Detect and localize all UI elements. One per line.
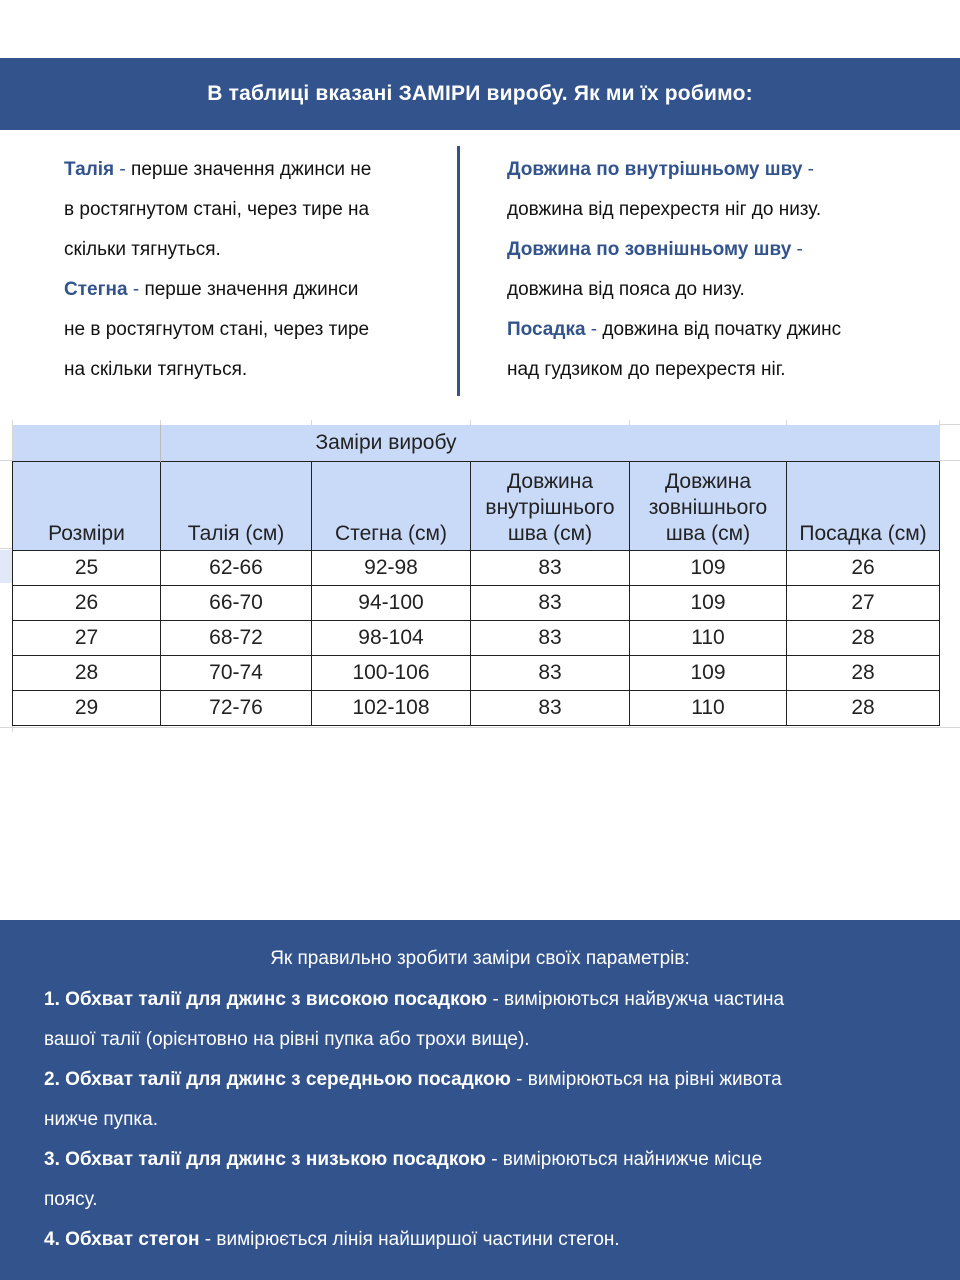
- cell-outseam: 110: [630, 690, 787, 725]
- definition-line: довжина від пояса до низу.: [507, 279, 745, 300]
- cell-inseam: 83: [471, 620, 630, 655]
- step-text: - вимірюються на рівні живота: [510, 1069, 782, 1090]
- header-inseam: [471, 461, 630, 550]
- right-definitions: [507, 150, 927, 390]
- header-waist: [161, 461, 312, 550]
- term-outseam: Довжина по зовнішньому шву: [507, 239, 792, 260]
- banner-title: В таблиці вказані ЗАМІРИ виробу. Як ми їх робимо:: [207, 82, 753, 105]
- size-table: [12, 425, 940, 726]
- term-dash: -: [119, 159, 126, 180]
- header-text: Посадка (см): [799, 521, 927, 545]
- definition-line: на скільки тягнуться.: [64, 359, 248, 380]
- instruction-step: [44, 980, 934, 1060]
- header-text: зовнішнього: [648, 495, 768, 519]
- column-divider: [457, 146, 460, 396]
- header-hips: [312, 461, 471, 550]
- instruction-step: [44, 1060, 934, 1140]
- cell-size: 26: [13, 585, 161, 620]
- cell-outseam: 109: [630, 585, 787, 620]
- header-text: Талія (см): [187, 521, 285, 545]
- term-dash: -: [132, 279, 140, 300]
- top-banner: [0, 58, 960, 130]
- grid-line: [0, 727, 960, 728]
- cell-inseam: 83: [471, 655, 630, 690]
- step-text: поясу.: [44, 1189, 98, 1210]
- instructions-heading: Як правильно зробити заміри своїх параметрів:: [270, 948, 690, 969]
- cell-waist: 68-72: [161, 620, 312, 655]
- cell-rise: 27: [787, 585, 940, 620]
- cell-size: 27: [13, 620, 161, 655]
- step-title: 1. Обхват талії для джинс з високою посадкою: [44, 989, 488, 1010]
- instructions-panel: [0, 920, 960, 1280]
- step-text: - вимірюються найвужча частина: [487, 989, 785, 1010]
- table-title-row: [13, 425, 940, 461]
- grid-line: [0, 460, 12, 461]
- table-row: [13, 620, 940, 655]
- table-header-row: [13, 461, 940, 550]
- grid-line: [940, 460, 960, 461]
- cell-waist: 72-76: [161, 690, 312, 725]
- term-dash: -: [807, 159, 814, 180]
- cell-waist: 62-66: [161, 550, 312, 585]
- table-title-spacer: [161, 425, 312, 461]
- table-title: [312, 425, 787, 461]
- left-definitions: [64, 150, 444, 390]
- table-title-spacer: [787, 425, 940, 461]
- definition-line: довжина від перехрестя ніг до низу.: [507, 199, 822, 220]
- definition-line: не в ростягнутом стані, через тире: [64, 319, 370, 340]
- cell-inseam: 83: [471, 585, 630, 620]
- cell-outseam: 110: [630, 620, 787, 655]
- table-row: [13, 550, 940, 585]
- cell-inseam: 83: [471, 690, 630, 725]
- definition-line: перше значення джинси не: [125, 159, 372, 180]
- definition-line: в ростягнутом стані, через тире на: [64, 199, 370, 220]
- header-text: Стегна (см): [335, 521, 447, 545]
- table-row: [13, 690, 940, 725]
- header-text: шва (см): [507, 521, 593, 545]
- cell-rise: 26: [787, 550, 940, 585]
- grid-line: [0, 548, 12, 549]
- step-text: - вимірюються найнижче місце: [485, 1149, 763, 1170]
- header-rise: [787, 461, 940, 550]
- term-waist: Талія: [64, 159, 115, 180]
- definition-line: довжина від початку джинс: [597, 319, 842, 340]
- definition-inseam: [507, 150, 927, 230]
- cell-hips: 92-98: [312, 550, 471, 585]
- term-inseam: Довжина по внутрішньому шву: [507, 159, 803, 180]
- cell-outseam: 109: [630, 655, 787, 690]
- row-selection-marker: [0, 550, 12, 583]
- table-row: [13, 655, 940, 690]
- step-text: нижче пупка.: [44, 1109, 158, 1130]
- term-dash: -: [796, 239, 803, 260]
- step-title: 2. Обхват талії для джинс з середньою посадкою: [44, 1069, 511, 1090]
- header-text: Розміри: [48, 521, 125, 545]
- definition-outseam: [507, 230, 927, 310]
- cell-waist: 70-74: [161, 655, 312, 690]
- header-text: Довжина: [664, 469, 752, 493]
- definition-rise: [507, 310, 927, 390]
- cell-rise: 28: [787, 655, 940, 690]
- definition-line: перше значення джинси: [139, 279, 359, 300]
- instruction-step: [44, 1140, 934, 1220]
- cell-hips: 102-108: [312, 690, 471, 725]
- cell-inseam: 83: [471, 550, 630, 585]
- cell-waist: 66-70: [161, 585, 312, 620]
- cell-size: 29: [13, 690, 161, 725]
- header-text: шва (см): [665, 521, 751, 545]
- table-row: [13, 585, 940, 620]
- cell-hips: 100-106: [312, 655, 471, 690]
- cell-size: 28: [13, 655, 161, 690]
- table-title-text: Заміри виробу: [315, 430, 457, 454]
- grid-line: [940, 424, 960, 425]
- term-dash: -: [590, 319, 598, 340]
- table-title-spacer: [13, 425, 161, 461]
- instructions-list: [44, 980, 934, 1260]
- cell-size: 25: [13, 550, 161, 585]
- step-title: 4. Обхват стегон: [44, 1229, 200, 1250]
- cell-hips: 94-100: [312, 585, 471, 620]
- instruction-step: [44, 1220, 934, 1260]
- header-text: внутрішнього: [485, 495, 615, 519]
- definition-waist: [64, 150, 444, 270]
- cell-rise: 28: [787, 620, 940, 655]
- step-title: 3. Обхват талії для джинс з низькою посадкою: [44, 1149, 486, 1170]
- definition-hips: [64, 270, 444, 390]
- header-text: Довжина: [506, 469, 594, 493]
- cell-rise: 28: [787, 690, 940, 725]
- header-outseam: [630, 461, 787, 550]
- header-size: [13, 461, 161, 550]
- step-text: вашої талії (орієнтовно на рівні пупка або трохи вище).: [44, 1029, 530, 1050]
- definition-line: над гудзиком до перехрестя ніг.: [507, 359, 786, 380]
- definition-line: скільки тягнуться.: [64, 239, 221, 260]
- term-hips: Стегна: [64, 279, 128, 300]
- cell-outseam: 109: [630, 550, 787, 585]
- step-text: - вимірюється лінія найширшої частини стегон.: [199, 1229, 620, 1250]
- cell-hips: 98-104: [312, 620, 471, 655]
- term-rise: Посадка: [507, 319, 586, 340]
